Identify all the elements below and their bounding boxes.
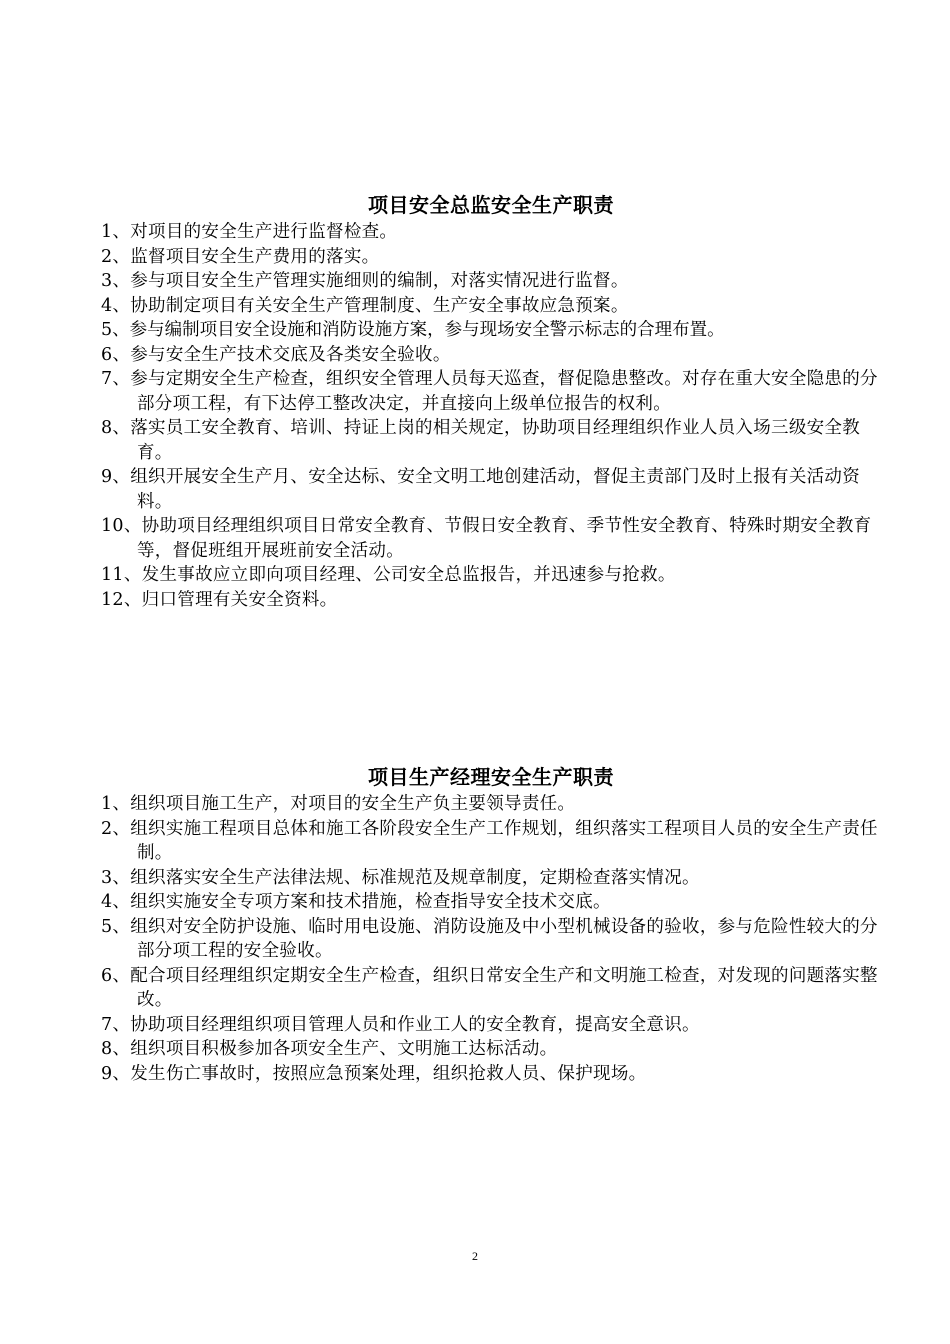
section-title: 项目安全总监安全生产职责	[368, 193, 614, 217]
section-safety-director	[101, 190, 881, 612]
list-item: 12、归口管理有关安全资料。	[101, 589, 338, 610]
list-item: 7、协助项目经理组织项目管理人员和作业工人的安全教育，提高安全意识。	[101, 1014, 700, 1035]
list-item: 5、参与编制项目安全设施和消防设施方案，参与现场安全警示标志的合理布置。	[101, 320, 725, 340]
list-item: 6、参与安全生产技术交底及各类安全验收。	[101, 344, 451, 365]
section-title: 项目生产经理安全生产职责	[368, 765, 614, 789]
list-item: 10、协助项目经理组织项目日常安全教育、节假日安全教育、季节性安全教育、特殊时期安全教育等，督促班组开展班前安全活动。	[101, 516, 872, 561]
list-item: 9、组织开展安全生产月、安全达标、安全文明工地创建活动，督促主责部门及时上报有关活动资料。	[101, 467, 861, 512]
list-item: 1、对项目的安全生产进行监督检查。	[101, 222, 398, 242]
list-item: 2、组织实施工程项目总体和施工各阶段安全生产工作规划，组织落实工程项目人员的安全生产责任制。	[101, 818, 878, 863]
list-item: 2、监督项目安全生产费用的落实。	[101, 246, 380, 267]
list-item: 3、参与项目安全生产管理实施细则的编制，对落实情况进行监督。	[101, 271, 629, 291]
page-number: 2	[472, 1249, 478, 1263]
list-item: 11、发生事故应立即向项目经理、公司安全总监报告，并迅速参与抢救。	[101, 565, 676, 585]
list-item: 7、参与定期安全生产检查，组织安全管理人员每天巡查，督促隐患整改。对存在重大安全隐患的分部分项工程，有下达停工整改决定，并直接向上级单位报告的权利。	[101, 369, 878, 414]
list-item: 5、组织对安全防护设施、临时用电设施、消防设施及中小型机械设备的验收，参与危险性较大的分部分项工程的安全验收。	[101, 916, 878, 961]
list-item: 8、落实员工安全教育、培训、持证上岗的相关规定，协助项目经理组织作业人员入场三级安全教育。	[101, 418, 861, 463]
section-production-manager	[101, 762, 881, 1086]
list-item: 6、配合项目经理组织定期安全生产检查，组织日常安全生产和文明施工检查，对发现的问题落实整改。	[101, 965, 878, 1010]
list-item: 1、组织项目施工生产，对项目的安全生产负主要领导责任。	[101, 794, 576, 814]
list-item: 4、协助制定项目有关安全生产管理制度、生产安全事故应急预案。	[101, 295, 629, 316]
list-item: 9、发生伤亡事故时，按照应急预案处理，组织抢救人员、保护现场。	[101, 1063, 647, 1084]
list-item: 8、组织项目积极参加各项安全生产、文明施工达标活动。	[101, 1039, 558, 1059]
list-item: 4、组织实施安全专项方案和技术措施，检查指导安全技术交底。	[101, 892, 611, 912]
list-item: 3、组织落实安全生产法律法规、标准规范及规章制度，定期检查落实情况。	[101, 867, 700, 888]
